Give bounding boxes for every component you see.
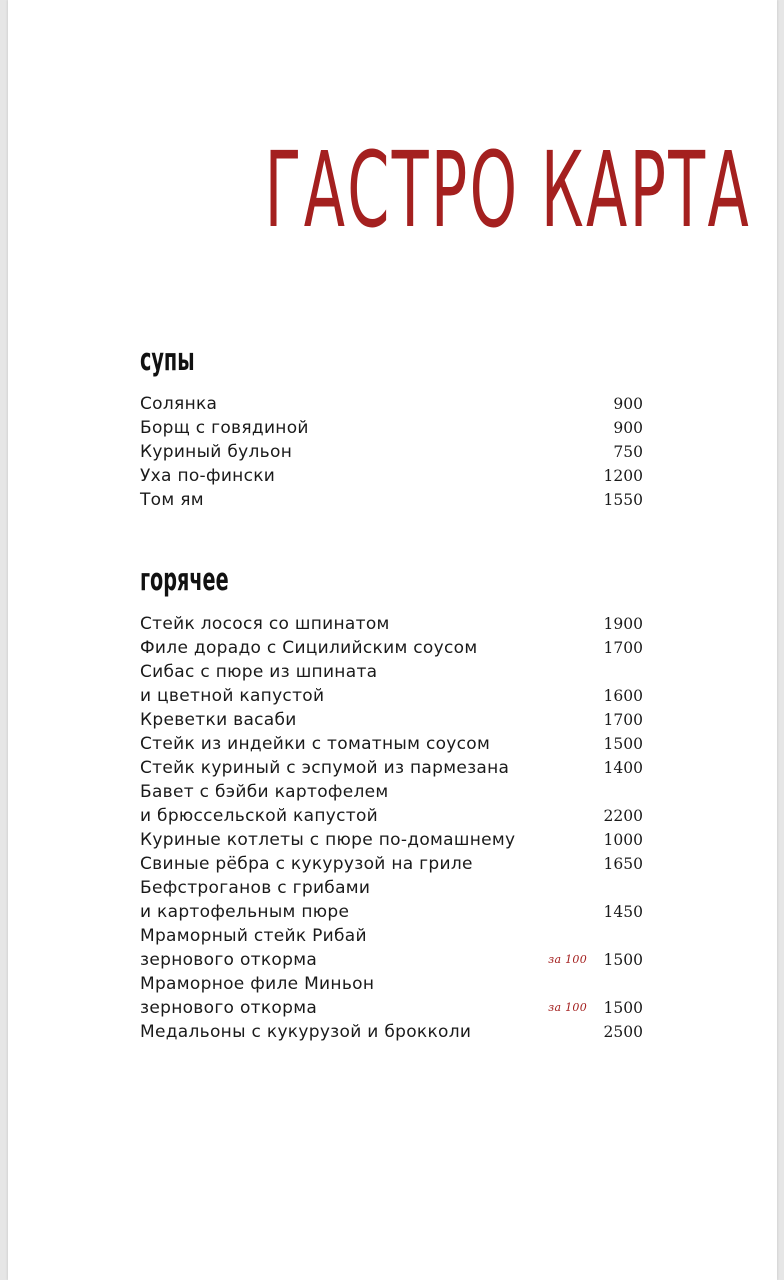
portion-note: за 100 [548,953,587,966]
dish-price: 1700 [603,639,643,657]
dish-name: Стейк лосося со шпинатом [140,614,390,634]
menu-item [140,756,643,780]
dish-name: Бефстроганов с грибами и картофельным пюре [140,878,371,922]
dish-price: 1700 [603,711,643,729]
brand-logo: ГАСТРО КАРТА [264,129,752,251]
dish-name: Борщ с говядиной [140,418,309,438]
dish-name: Бавет с бэйби картофелем и брюссельской капустой [140,782,389,826]
dish-name: Филе дорадо с Сицилийским соусом [140,638,478,658]
dish-price: 1650 [603,855,643,873]
menu-item [140,416,643,440]
section-soups [140,340,643,512]
dish-price: 2200 [603,807,643,825]
dish-price: 1000 [603,831,643,849]
dish-price: 2500 [603,1023,643,1041]
section-hot [140,560,643,1044]
dish-price: 1450 [603,903,643,921]
dish-price: 1400 [603,759,643,777]
menu-item [140,732,643,756]
portion-note: за 100 [548,1001,587,1014]
menu-item [140,924,643,972]
menu-item [140,780,643,828]
menu-item [140,636,643,660]
menu-item [140,1020,643,1044]
dish-name: Мраморный стейк Рибай зернового откорма [140,926,367,970]
dish-price: 1900 [603,615,643,633]
menu-list [140,612,643,1044]
dish-price: 900 [613,395,643,413]
dish-price: 1500 [603,951,643,969]
menu-item [140,828,643,852]
dish-price: 900 [613,419,643,437]
dish-name: Куриный бульон [140,442,293,462]
dish-name: Медальоны с кукурузой и брокколи [140,1022,472,1042]
section-title: супы [140,342,195,378]
dish-price: 750 [613,443,643,461]
dish-price: 1600 [603,687,643,705]
menu-item [140,852,643,876]
dish-name: Куриные котлеты с пюре по-домашнему [140,830,516,850]
menu-item [140,660,643,708]
dish-price: 1550 [603,491,643,509]
dish-name: Креветки васаби [140,710,297,730]
dish-price: 1200 [603,467,643,485]
dish-name: Мраморное филе Миньон зернового откорма [140,974,375,1018]
dish-name: Стейк из индейки с томатным соусом [140,734,491,754]
menu-list [140,392,643,512]
dish-name: Солянка [140,394,218,414]
menu-page [8,0,777,1280]
menu-item [140,392,643,416]
menu-item [140,440,643,464]
dish-name: Стейк куриный с эспумой из пармезана [140,758,510,778]
menu-item [140,972,643,1020]
dish-name: Сибас с пюре из шпината и цветной капустой [140,662,378,706]
menu-item [140,488,643,512]
dish-name: Уха по-фински [140,466,276,486]
menu-item [140,464,643,488]
dish-name: Том ям [140,490,204,510]
menu-item [140,876,643,924]
dish-name: Свиные рёбра с кукурузой на гриле [140,854,473,874]
section-title: горячее [140,562,229,598]
dish-price: 1500 [603,999,643,1017]
menu-item [140,612,643,636]
menu-item [140,708,643,732]
dish-price: 1500 [603,735,643,753]
